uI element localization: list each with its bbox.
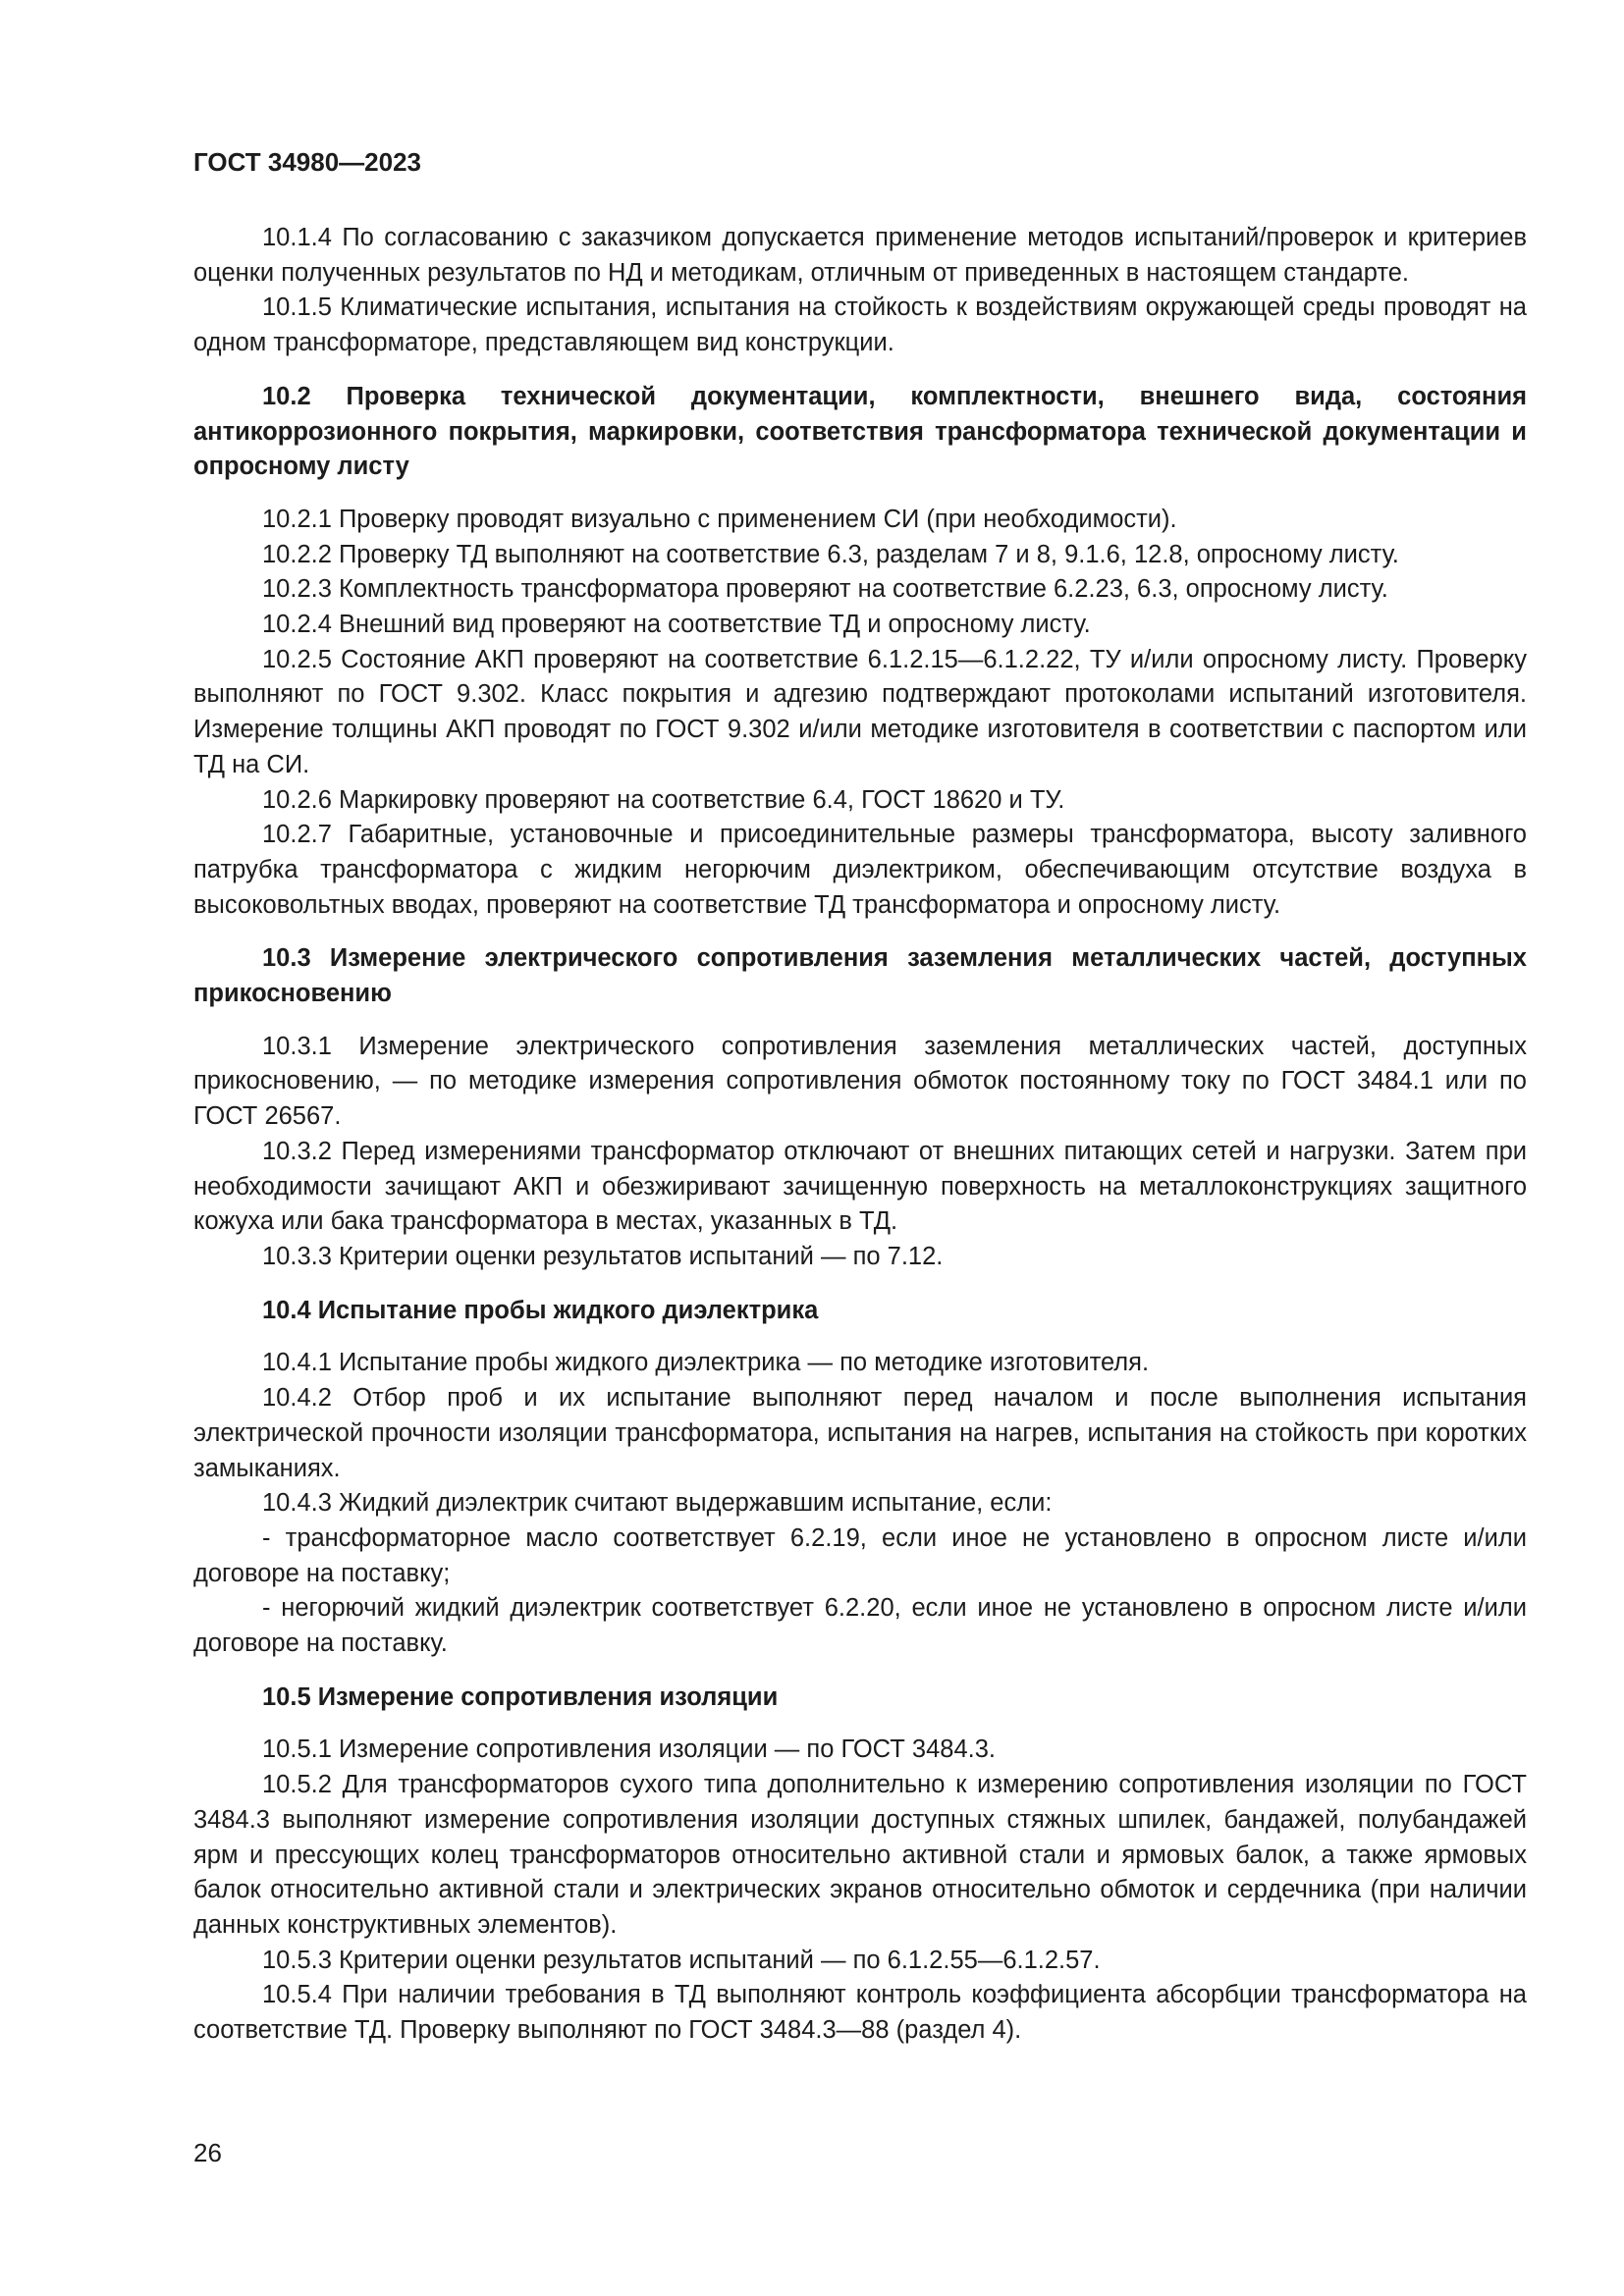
document-body <box>193 221 1527 2049</box>
paragraph-10-2-3: 10.2.3 Комплектность трансформатора проверяют на соответствие 6.2.23, 6.3, опросному листу. <box>262 575 1388 604</box>
paragraph-10-3-3: 10.3.3 Критерии оценки результатов испытаний — по 7.12. <box>262 1242 944 1270</box>
section-heading-10-4: 10.4 Испытание пробы жидкого диэлектрика <box>262 1296 819 1324</box>
paragraph-10-2-6: 10.2.6 Маркировку проверяют на соответствие 6.4, ГОСТ 18620 и ТУ. <box>262 785 1065 814</box>
paragraph-10-2-7: 10.2.7 Габаритные, установочные и присоединительные размеры трансформатора, высоту заливного патрубка трансформатора с жидким негорючим диэлектриком, обеспечивающим отсутствие воздуха в высоковольтных вводах, проверяют на соответствие ТД трансформатора и опросному листу. <box>193 821 1527 919</box>
paragraph-10-3-1: 10.3.1 Измерение электрического сопротивления заземления металлических частей, доступных прикосновению, — по методике измерения сопротивления обмоток постоянному току по ГОСТ 3484.1 или по ГОСТ 26567. <box>193 1032 1527 1131</box>
paragraph-10-4-2: 10.4.2 Отбор проб и их испытание выполняют перед началом и после выполнения испытания электрической прочности изоляции трансформатора, испытания на нагрев, испытания на стойкость при коротких замыканиях. <box>193 1384 1527 1482</box>
list-item-nonflammable-dielectric: - негорючий жидкий диэлектрик соответствует 6.2.20, если иное не установлено в опросном листе и/или договоре на поставку. <box>193 1594 1527 1658</box>
paragraph-10-5-3: 10.5.3 Критерии оценки результатов испытаний — по 6.1.2.55—6.1.2.57. <box>262 1946 1101 1974</box>
paragraph-10-3-2: 10.3.2 Перед измерениями трансформатор отключают от внешних питающих сетей и нагрузки. Затем при необходимости зачищают АКП и обезжиривают зачищенную поверхность на металлоконструкциях защитного кожуха или бака трансформатора в местах, указанных в ТД. <box>193 1137 1527 1236</box>
paragraph-10-2-1: 10.2.1 Проверку проводят визуально с применением СИ (при необходимости). <box>262 505 1177 533</box>
paragraph-10-2-5: 10.2.5 Состояние АКП проверяют на соответствие 6.1.2.15—6.1.2.22, ТУ и/или опросному листу. Проверку выполняют по ГОСТ 9.302. Класс покрытия и адгезию подтверждают протоколами испытаний изготовителя. Измерение толщины АКП проводят по ГОСТ 9.302 и/или методике изготовителя в соответствии с паспортом или ТД на СИ. <box>193 645 1527 778</box>
paragraph-10-2-2: 10.2.2 Проверку ТД выполняют на соответствие 6.3, разделам 7 и 8, 9.1.6, 12.8, опросному листу. <box>262 540 1399 568</box>
paragraph-10-5-4: 10.5.4 При наличии требования в ТД выполняют контроль коэффициента абсорбции трансформатора на соответствие ТД. Проверку выполняют по ГОСТ 3484.3—88 (раздел 4). <box>193 1981 1527 2045</box>
paragraph-10-1-5: 10.1.5 Климатические испытания, испытания на стойкость к воздействиям окружающей среды проводят на одном трансформаторе, представляющем вид конструкции. <box>193 294 1527 357</box>
paragraph-10-2-4: 10.2.4 Внешний вид проверяют на соответствие ТД и опросному листу. <box>262 611 1091 639</box>
paragraph-10-1-4: 10.1.4 По согласованию с заказчиком допускается применение методов испытаний/проверок и критериев оценки полученных результатов по НД и методикам, отличным от приведенных в настоящем стандарте. <box>193 224 1527 287</box>
paragraph-10-4-3: 10.4.3 Жидкий диэлектрик считают выдержавшим испытание, если: <box>262 1489 1053 1518</box>
page-number: 26 <box>193 2138 222 2167</box>
section-heading-10-2: 10.2 Проверка технической документации, комплектности, внешнего вида, состояния антикоррозионного покрытия, маркировки, соответствия трансформатора технической документации и опросному листу <box>193 382 1527 481</box>
section-heading-10-3: 10.3 Измерение электрического сопротивления заземления металлических частей, доступных прикосновению <box>193 944 1527 1008</box>
section-heading-10-5: 10.5 Измерение сопротивления изоляции <box>262 1682 779 1711</box>
paragraph-10-5-2: 10.5.2 Для трансформаторов сухого типа дополнительно к измерению сопротивления изоляции по ГОСТ 3484.3 выполняют измерение сопротивления изоляции доступных стяжных шпилек, бандажей, полубандажей ярм и прессующих колец трансформаторов относительно активной стали и ярмовых балок, а также ярмовых балок относительно активной стали и электрических экранов относительно обмоток и сердечника (при наличии данных конструктивных элементов). <box>193 1771 1527 1939</box>
paragraph-10-5-1: 10.5.1 Измерение сопротивления изоляции — по ГОСТ 3484.3. <box>262 1735 996 1764</box>
page-header: ГОСТ 34980—2023 <box>193 147 421 177</box>
list-item-transformer-oil: - трансформаторное масло соответствует 6.2.19, если иное не установлено в опросном листе и/или договоре на поставку; <box>193 1523 1527 1587</box>
paragraph-10-4-1: 10.4.1 Испытание пробы жидкого диэлектрика — по методике изготовителя. <box>262 1349 1150 1377</box>
